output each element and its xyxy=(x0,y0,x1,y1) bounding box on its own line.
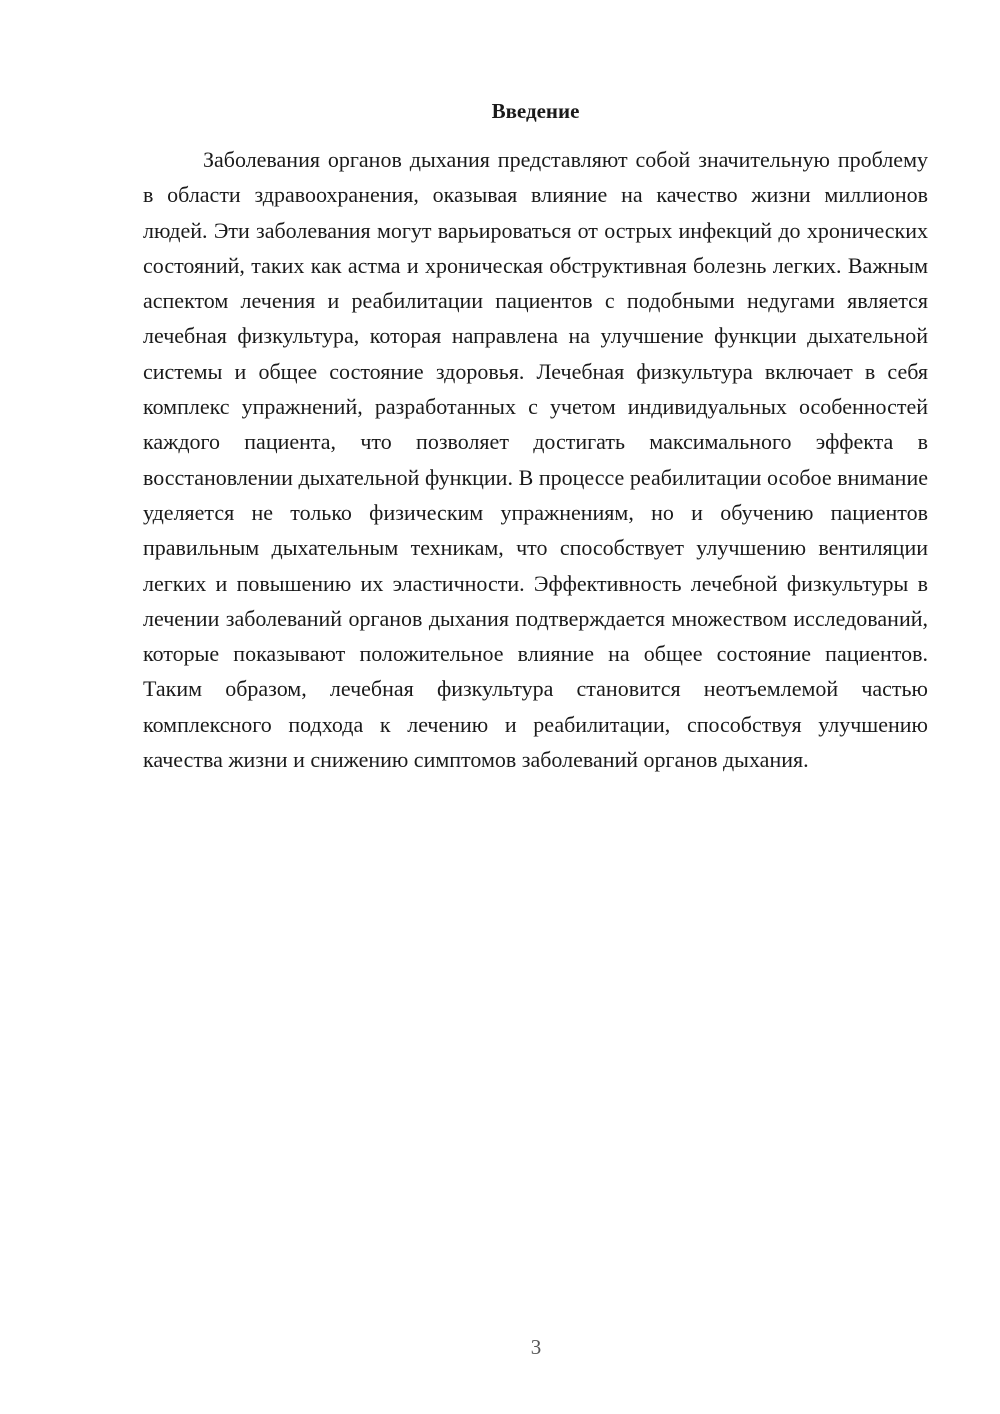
section-heading: Введение xyxy=(491,99,580,123)
page-number: 3 xyxy=(530,1335,542,1359)
body-paragraph: Заболевания органов дыхания представляют собой значительную проблему в области здравоохранения, оказывая влияние на качество жизни миллионов людей. Эти заболевания могут варьироваться от острых инфекций до хронических состояний, таких как астма и хроническая обструктивная болезнь легких. Важным аспектом лечения и реабилитации пациентов с подобными недугами является лечебная физкультура, которая направлена на улучшение функции дыхательной системы и общее состояние здоровья. Лечебная физкультура включает в себя комплекс упражнений, разработанных с учетом индивидуальных особенностей каждого пациента, что позволяет достигать максимального эффекта в восстановлении дыхательной функции. В процессе реабилитации особое внимание уделяется не только физическим упражнениям, но и обучению пациентов правильным дыхательным техникам, что способствует улучшению вентиляции легких и повышению их эластичности. Эффективность лечебной физкультуры в лечении заболеваний органов дыхания подтверждается множеством исследований, которые показывают положительное влияние на общее состояние пациентов. Таким образом, лечебная физкультура становится неотъемлемой частью комплексного подхода к лечению и реабилитации, способствуя улучшению качества жизни и снижению симптомов заболеваний органов дыхания. xyxy=(143,147,928,773)
